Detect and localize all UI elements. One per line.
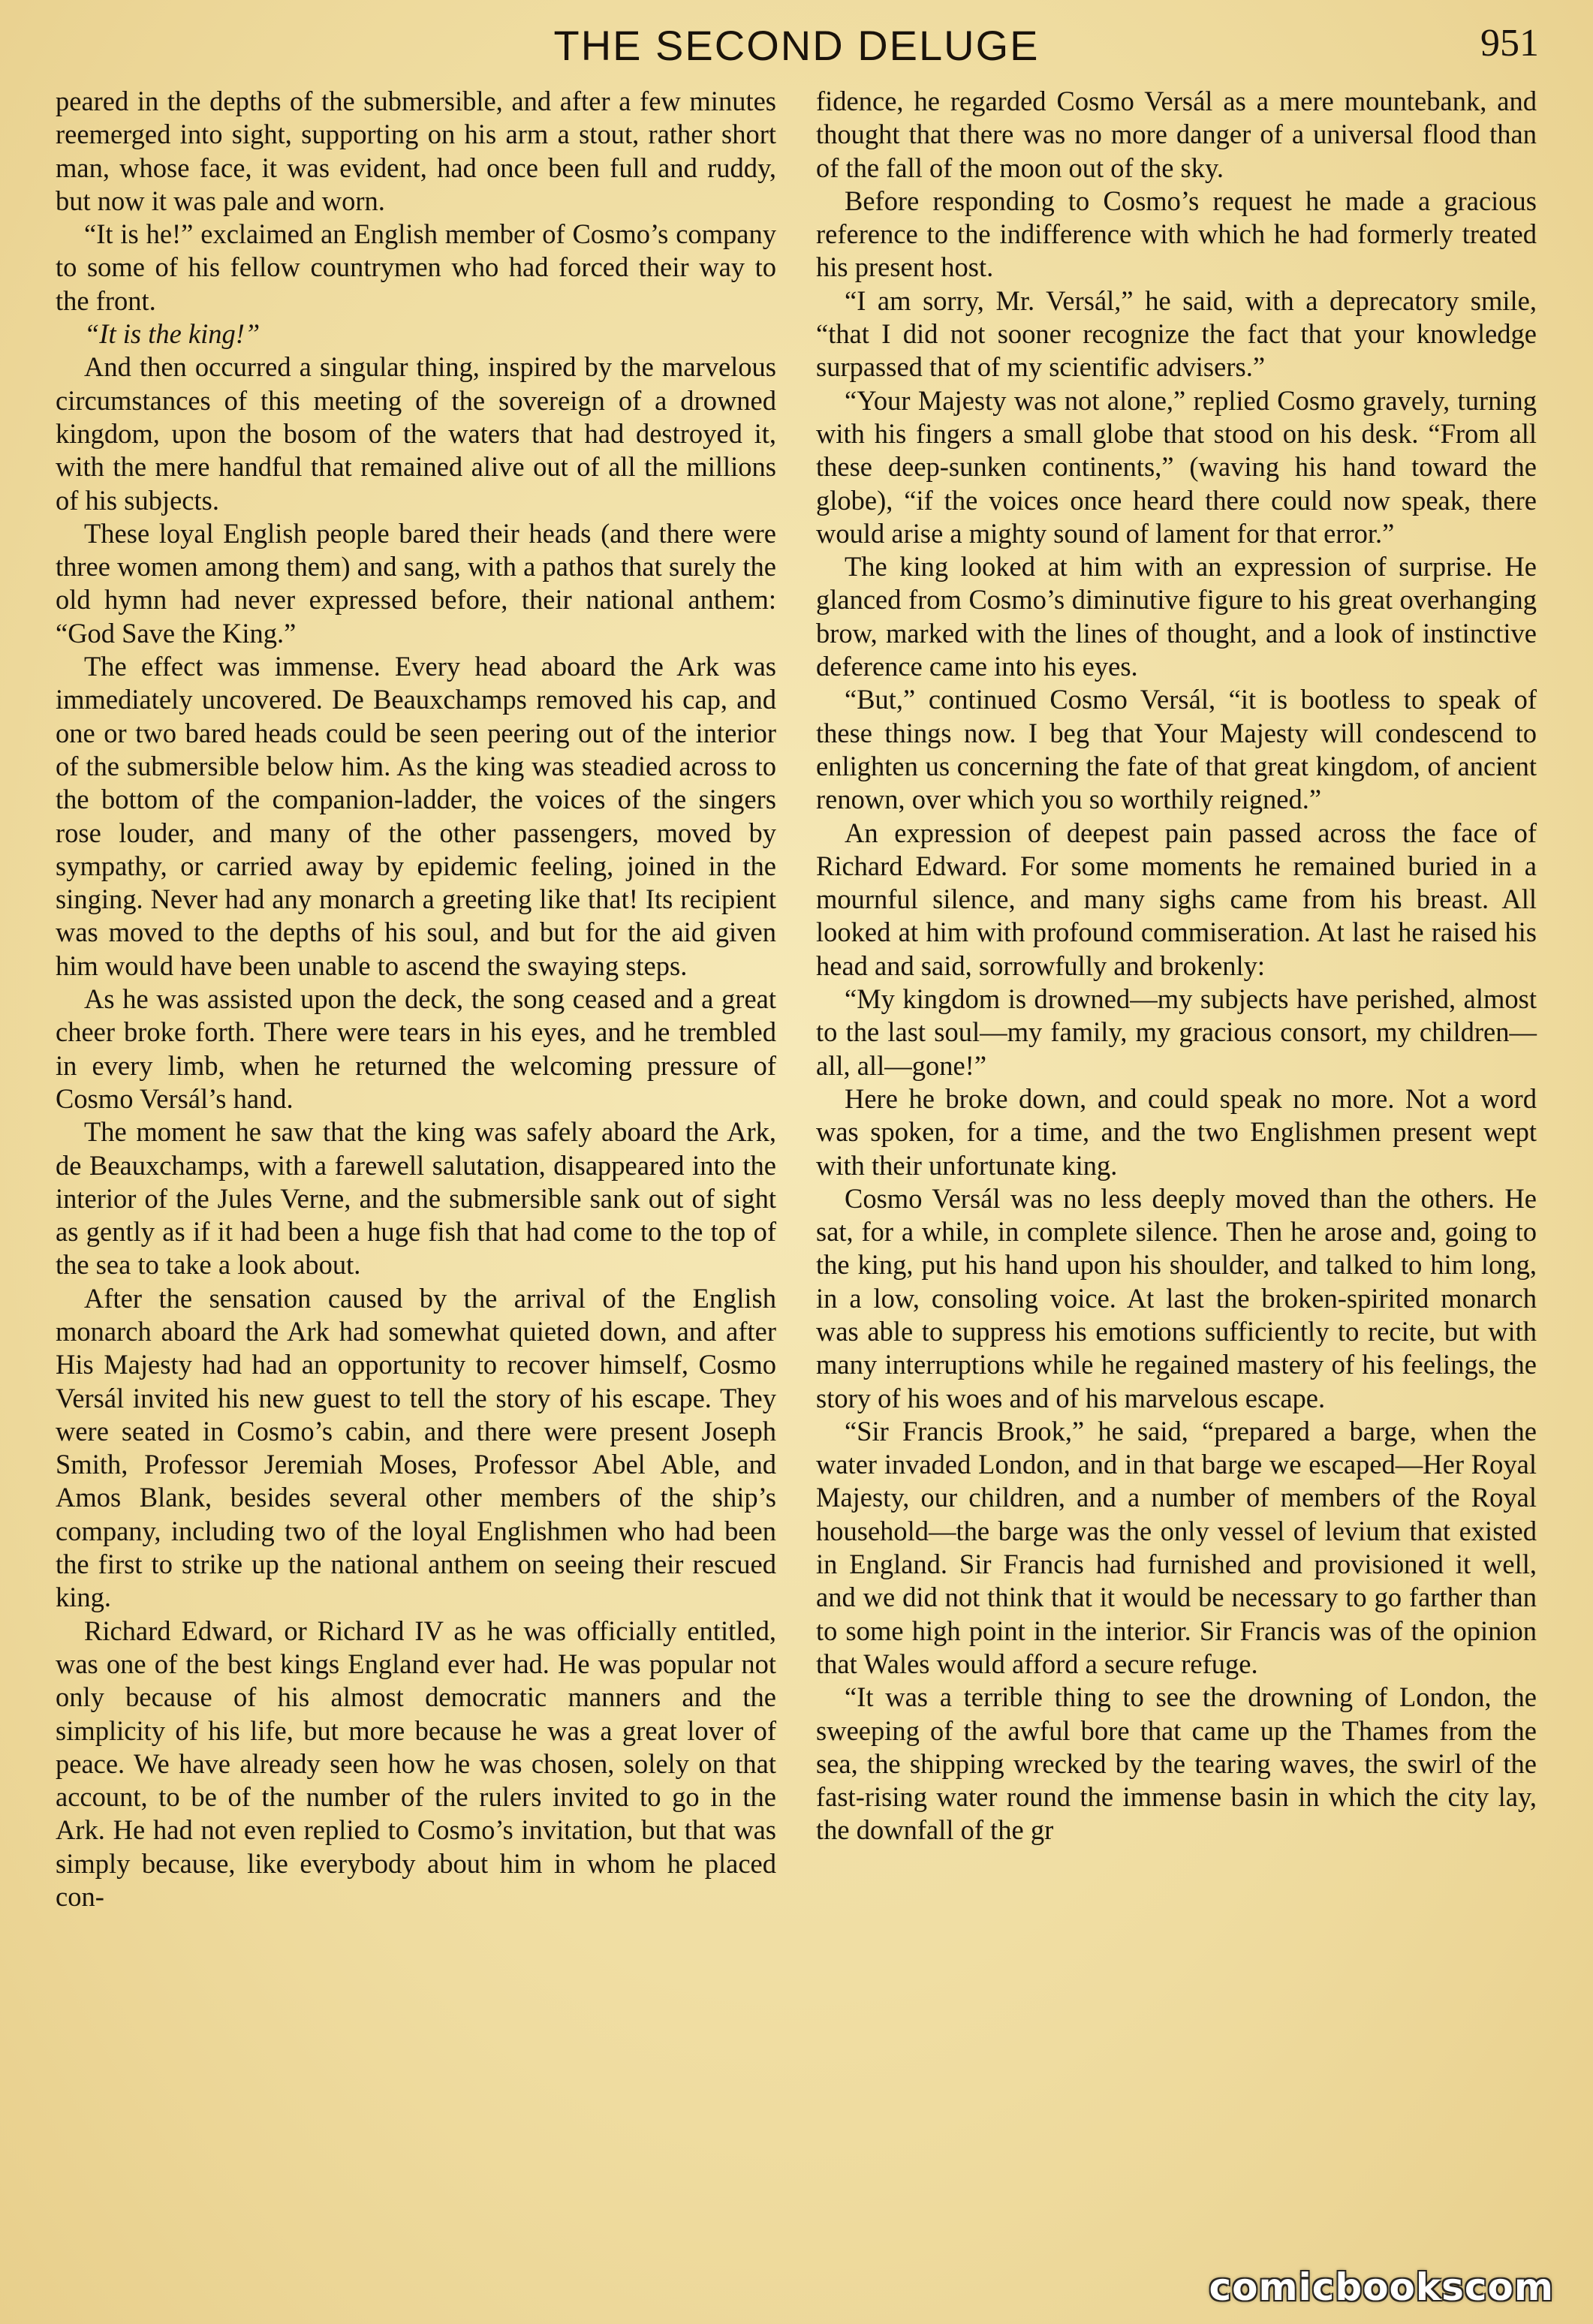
left-column <box>56 85 776 1913</box>
paragraph: As he was assisted upon the deck, the song ceased and a great cheer broke forth. There were tears in his eyes, and he trembled in every limb, when he returned the welcoming pressure of Cosmo Versál’s hand. <box>56 983 776 1114</box>
paragraph: peared in the depths of the submersible, and after a few minutes reemerged into sight, supporting on his arm a stout, rather short man, whose face, it was evident, had once been full and ruddy, but now it was pale and worn. <box>56 86 776 216</box>
paragraph: An expression of deepest pain passed across the face of Richard Edward. For some moments he remained buried in a mournful silence, and many sighs came from his breast. All looked at him with profound commiseration. At last he raised his head and said, sorrowfully and brokenly: <box>816 817 1537 981</box>
paragraph: Here he broke down, and could speak no more. Not a word was spoken, for a time, and the two Englishmen present wept with their unfortunate king. <box>816 1082 1537 1181</box>
paragraph: The moment he saw that the king was safely aboard the Ark, de Beauxchamps, with a farewell salutation, disappeared into the interior of the Jules Verne, and the submersible sank out of sight as gently as if it had been a huge fish that had come to the top of the sea to take a look about. <box>56 1116 776 1281</box>
paragraph: “It is he!” exclaimed an English member of Cosmo’s company to some of his fellow countrymen who had forced their way to the front. <box>56 218 776 316</box>
paragraph: “Sir Francis Brook,” he said, “prepared a barge, when the water invaded London, and in that barge we escaped—Her Royal Majesty, our children, and a number of members of the Royal household—the barge was the only vessel of levium that existed in England. Sir Francis had furnished and provisioned it well, and we did not think that it would be necessary to go farther than to some high point in the interior. Sir Francis was of the opinion that Wales would afford a secure refuge. <box>816 1415 1537 1679</box>
paragraph: And then occurred a singular thing, inspired by the marvelous circumstances of this meeting of the sovereign of a drowned kingdom, upon the bosom of the waters that had destroyed it, with the mere handful that remained alive out of all the millions of his subjects. <box>56 351 776 516</box>
site-watermark: comicbookscom <box>1209 2265 1554 2309</box>
running-header <box>0 21 1593 81</box>
paragraph: fidence, he regarded Cosmo Versál as a mere mountebank, and thought that there was no more danger of a universal flood than of the fall of the moon out of the sky. <box>816 86 1537 183</box>
right-column <box>816 85 1537 1847</box>
paragraph: “It is the king!” <box>84 318 260 350</box>
paragraph: The effect was immense. Every head aboard the Ark was immediately uncovered. De Beauxchamps removed his cap, and one or two bared heads could be seen peering out of the interior of the submersible below him. As the king was steadied across to the bottom of the companion-ladder, the voices of the singers rose louder, and many of the other passengers, moved by sympathy, or carried away by epidemic feeling, joined in the singing. Never had any monarch a greeting like that! Its recipient was moved to the depths of his soul, and but for the aid given him would have been unable to ascend the swaying steps. <box>56 651 776 981</box>
paragraph: “Your Majesty was not alone,” replied Cosmo gravely, turning with his fingers a small globe that stood on his desk. “From all these deep-sunken continents,” (waving his hand toward the globe), “if the voices once heard there could now speak, there would arise a mighty sound of lament for that error.” <box>816 384 1537 549</box>
paragraph: After the sensation caused by the arrival of the English monarch aboard the Ark had somewhat quieted down, and after His Majesty had had an opportunity to recover himself, Cosmo Versál invited his new guest to tell the story of his escape. They were seated in Cosmo’s cabin, and there were present Joseph Smith, Professor Jeremiah Moses, Professor Abel Able, and Amos Blank, besides several other members of the ship’s company, including two of the loyal Englishmen who had been the first to strike up the national anthem on seeing their rescued king. <box>56 1282 776 1613</box>
paragraph: “My kingdom is drowned—my subjects have perished, almost to the last soul—my family, my gracious consort, my children—all, all—gone!” <box>816 983 1537 1081</box>
paragraph: The king looked at him with an expression of surprise. He glanced from Cosmo’s diminutive figure to his great overhanging brow, marked with the lines of thought, and a look of instinctive deference came into his eyes. <box>816 551 1537 682</box>
paragraph: Richard Edward, or Richard IV as he was officially entitled, was one of the best kings England ever had. He was popular not only because of his almost democratic manners and the simplicity of his life, but more because he was a great lover of peace. We have already seen how he was chosen, solely on that account, to be of the number of the rulers invited to go in the Ark. He had not even replied to Cosmo’s invitation, but that was simply because, like everybody about him in whom he placed con- <box>56 1615 776 1913</box>
page-title: THE SECOND DELUGE <box>553 22 1040 69</box>
paragraph: Before responding to Cosmo’s request he made a gracious reference to the indifference with which he had formerly treated his present host. <box>816 185 1537 283</box>
paragraph: “It was a terrible thing to see the drowning of London, the sweeping of the awful bore that came up the Thames from the sea, the shipping wrecked by the tearing waves, the swirl of the fast-rising water round the immense basin in which the city lay, the downfall of the gr <box>816 1681 1537 1846</box>
paragraph: These loyal English people bared their heads (and there were three women among them) and sang, with a pathos that surely the old hymn had never expressed before, their national anthem: “God Save the King.” <box>56 517 776 649</box>
paragraph: “But,” continued Cosmo Versál, “it is bootless to speak of these things now. I beg that Your Majesty will condescend to enlighten us concerning the fate of that great kingdom, of ancient renown, over which you so worthily reigned.” <box>816 684 1537 815</box>
paragraph: “I am sorry, Mr. Versál,” he said, with a deprecatory smile, “that I did not sooner recognize the fact that your knowledge surpassed that of my scientific advisers.” <box>816 284 1537 383</box>
paragraph: Cosmo Versál was no less deeply moved than the others. He sat, for a while, in complete silence. Then he arose and, going to the king, put his hand upon his shoulder, and talked to him long, in a low, consoling voice. At last the broken-spirited monarch was able to suppress his emotions sufficiently to recite, but with many interruptions while he regained mastery of his feelings, the story of his woes and of his marvelous escape. <box>816 1182 1537 1413</box>
page-number: 951 <box>1480 22 1539 65</box>
